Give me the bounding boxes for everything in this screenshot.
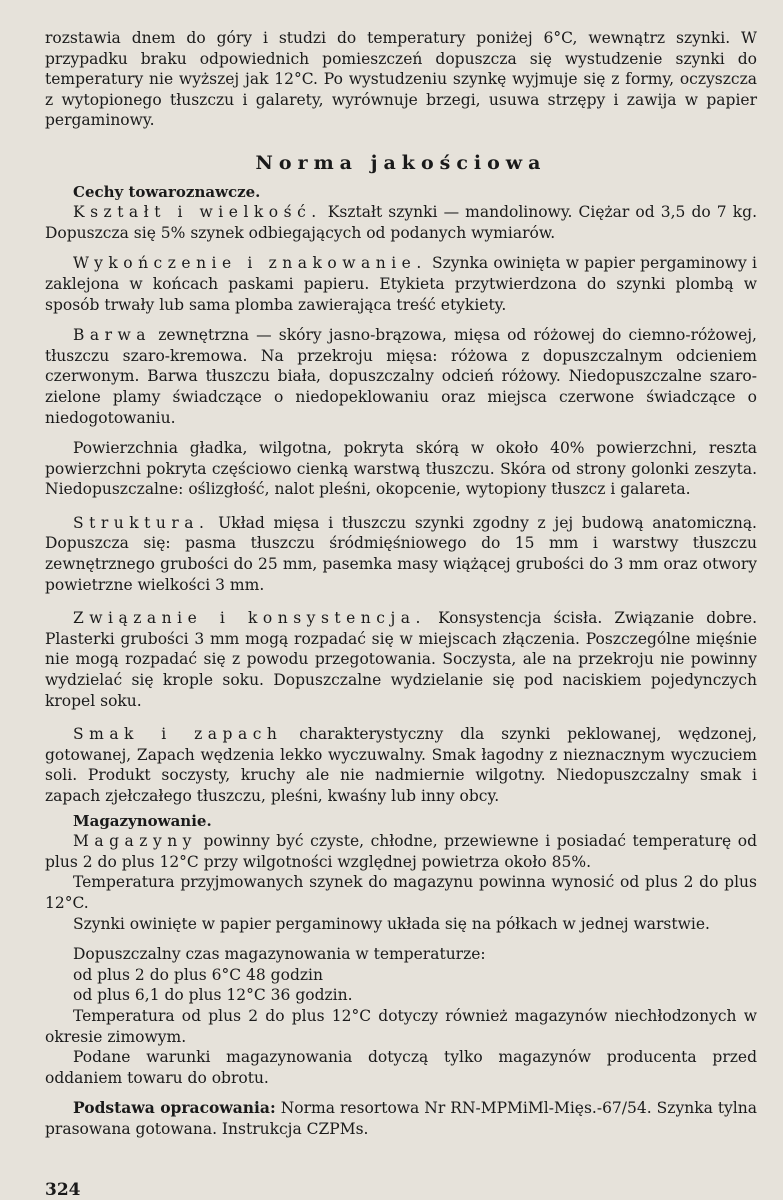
label-barwa: Barwa [73, 326, 152, 345]
text-barwa: zewnętrzna — skóry jasno-brązowa, mięsa od różowej do ciemno-różowej, tłuszczu szaro-kremowa. Na przekroju mięsa: różowa z dopuszczalnym odcieniem czerwonym. Barwa tłuszczu biała, dopuszczalny odcień różowy. Niedopuszczalne szaro-zielone plamy świadczące o niedopeklowaniu oraz miejsca czerwone świadczące o niedogotowaniu. [45, 326, 757, 427]
paragraph-ksztalt [45, 202, 757, 243]
storage-time-line-1: od plus 2 do plus 6°C 48 godzin [73, 965, 323, 984]
paragraph-temperatura-2: Temperatura od plus 2 do plus 12°C dotyczy również magazynów niechłodzonych w okresie zimowym. [45, 1006, 757, 1046]
text-wiazanie: Konsystencja ścisła. Związanie dobre. Plasterki grubości 3 mm mogą rozpadać się w miejscach złączenia. Poszczególne mięśnie nie mogą rozpadać się z powodu przegotowania. Soczysta, ale na przekroju nie powinny wydzielać się krople soku. Dopuszczalne wydzielanie się pod naciskiem pojedynczych kropel soku. [45, 609, 757, 710]
paragraph-magazyny [45, 831, 757, 872]
text-smak: charakterystyczny dla szynki peklowanej, wędzonej, gotowanej, Zapach wędzenia lekko wyczuwalny. Smak łagodny z nieznacznym wyczuciem soli. Produkt soczysty, kruchy ale nie nadmiernie wilgotny. Niedopuszczalny smak i zapach zjełczałego tłuszczu, pleśni, kwaśny lub inny obcy. [45, 725, 757, 805]
paragraph-barwa [45, 325, 757, 428]
storage-time-line-2: od plus 6,1 do plus 12°C 36 godzin. [73, 986, 353, 1005]
paragraph-powierzchnia: Powierzchnia gładka, wilgotna, pokryta skórą w około 40% powierzchni, reszta powierzchni pokryta częściowo cienką warstwą tłuszczu. Skóra od strony golonki zeszyta. Niedopuszczalne: oślizgłość, nalot pleśni, okopcenie, wytopiony tłuszcz i galareta. [45, 439, 757, 499]
text-ksztalt: Kształt szynki — mandolinowy. Ciężar od 3,5 do 7 kg. Dopuszcza się 5% szynek odbiegających od podanych wymiarów. [45, 203, 757, 242]
text-struktura: Układ mięsa i tłuszczu szynki zgodny z jej budową anatomiczną. Dopuszcza się: pasma tłuszczu śródmięśniowego do 15 mm i warstwy tłuszczu zewnętrznego grubości do 25 mm, pasemka masy wiążącej grubości do 3 mm oraz otwory powietrzne wielkości 3 mm. [45, 513, 757, 594]
paragraph-temperatura: Temperatura przyjmowanych szynek do magazynu powinna wynosić od plus 2 do plus 12°C. [45, 873, 757, 912]
subheading-cechy: Cechy towaroznawcze. [73, 182, 261, 201]
label-smak: Smak i zapach [73, 725, 283, 744]
text-body [45, 28, 757, 1140]
label-struktura: Struktura. [73, 513, 210, 532]
page-number: 324 [45, 1180, 81, 1200]
text-wykonczenie: Szynka owinięta w papier pergaminowy i zaklejona w końcach paskami papieru. Etykieta przytwierdzona do szynki plombą w sposób trwały lub sama plomba zawierająca treść etykiety. [45, 254, 757, 314]
label-wykonczenie: Wykończenie i znakowanie. [73, 254, 427, 273]
storage-time-intro: Dopuszczalny czas magazynowania w temperaturze: [73, 945, 486, 964]
text-podstawa: Norma resortowa Nr RN-MPMiMl-Mięs.-67/54. Szynka tylna prasowana gotowana. Instrukcja CZPMs. [45, 1099, 757, 1138]
paragraph-smak [45, 724, 757, 806]
section-heading: Norma jakościowa [255, 151, 547, 174]
paragraph-struktura [45, 513, 757, 595]
paragraph-wiazanie [45, 608, 757, 711]
paragraph-szynki-owiniete: Szynki owinięte w papier pergaminowy układa się na półkach w jednej warstwie. [73, 914, 710, 933]
label-ksztalt: Kształt i wielkość. [73, 203, 322, 222]
text-magazyny: powinny być czyste, chłodne, przewiewne i posiadać temperaturę od plus 2 do plus 12°C przy wilgotności względnej powietrza około 85%. [45, 832, 757, 871]
paragraph-podstawa [45, 1098, 757, 1139]
paragraph-wykonczenie [45, 253, 757, 315]
intro-paragraph: rozstawia dnem do góry i studzi do temperatury poniżej 6°C, wewnątrz szynki. W przypadku braku odpowiednich pomieszczeń dopuszcza się wystudzenie szynki do temperatury nie wyższej jak 12°C. Po wystudzeniu szynkę wyjmuje się z formy, oczyszcza z wytopionego tłuszczu i galarety, wyrównuje brzegi, usuwa strzępy i zawija w papier pergaminowy. [45, 29, 757, 130]
paragraph-podane: Podane warunki magazynowania dotyczą tylko magazynów producenta przed oddaniem towaru do obrotu. [45, 1048, 757, 1087]
subheading-magazynowanie: Magazynowanie. [73, 811, 212, 830]
label-magazyny: Magazyny [73, 832, 197, 851]
label-podstawa: Podstawa opracowania: [73, 1098, 276, 1118]
label-wiazanie: Związanie i konsystencja. [73, 609, 426, 628]
